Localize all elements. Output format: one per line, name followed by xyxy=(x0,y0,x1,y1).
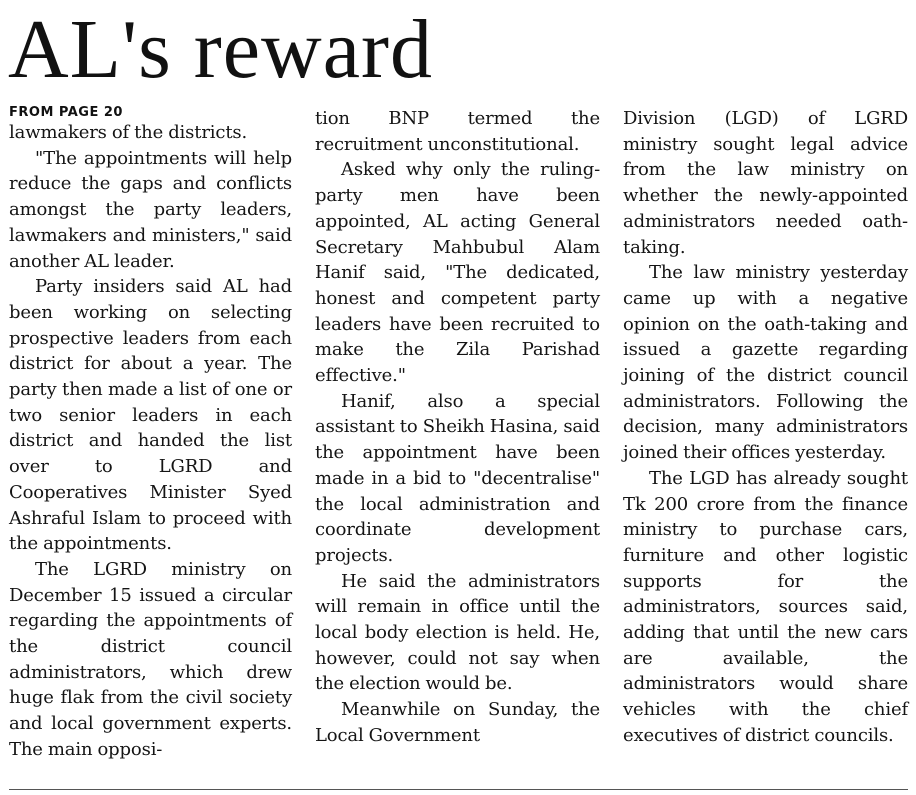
paragraph-hanif-quote: Asked why only the ruling-party men have been appointed, AL acting General Secretary Mahbubul Alam Hanif said, "The dedicated, honest and competent party leaders have been recruited to make the Zila Parishad effective." xyxy=(315,159,600,387)
paragraph-funding: The LGD has already sought Tk 200 crore from the finance ministry to purchase cars, furniture and other logistic supports for the administrators, sources said, adding that until the new cars are available, the administrators would share vehicles with the chief executives of district councils. xyxy=(623,467,908,746)
paragraph-lgd-start: Meanwhile on Sunday, the Local Government xyxy=(315,699,600,746)
paragraph-continuation: lawmakers of the districts. xyxy=(9,122,248,143)
jump-label: FROM PAGE 20 xyxy=(9,105,123,120)
headline: AL's reward xyxy=(8,3,433,96)
article-column-1 xyxy=(9,106,292,763)
paragraph-lgrd-circular-start: The LGRD ministry on December 15 issued a circular regarding the appointments of the district council administrators, which drew huge flak from the civil society and local government experts. The main opposi- xyxy=(9,558,292,760)
paragraph-lgrd-circular-end: tion BNP termed the recruitment unconstitutional. xyxy=(315,108,600,155)
paragraph-hanif-decentralise: Hanif, also a special assistant to Sheikh Hasina, said the appointment have been made in a bid to "decentralise" the local administration and coordinate development projects. xyxy=(315,390,600,566)
paragraph-election: He said the administrators will remain in office until the local body election is held. He, however, could not say when the election would be. xyxy=(315,570,600,695)
paragraph-quote: "The appointments will help reduce the gaps and conflicts amongst the party leaders, lawmakers and ministers," said another AL leader. xyxy=(9,147,292,272)
paragraph-law-ministry: The law ministry yesterday came up with a negative opinion on the oath-taking and issued a gazette regarding joining of the district council administrators. Following the decision, many administrators joined their offices yesterday. xyxy=(623,262,908,464)
bottom-rule xyxy=(9,789,908,790)
paragraph-party-insiders: Party insiders said AL had been working on selecting prospective leaders from each district for about a year. The party then made a list of one or two senior leaders in each district and handed the list over to LGRD and Cooperatives Minister Syed Ashraful Islam to proceed with the appointments. xyxy=(9,276,292,555)
article-column-2 xyxy=(315,106,600,749)
article-column-3 xyxy=(623,106,908,749)
paragraph-lgd-end: Division (LGD) of LGRD ministry sought legal advice from the law ministry on whether the newly-appointed administrators needed oath-taking. xyxy=(623,108,908,258)
